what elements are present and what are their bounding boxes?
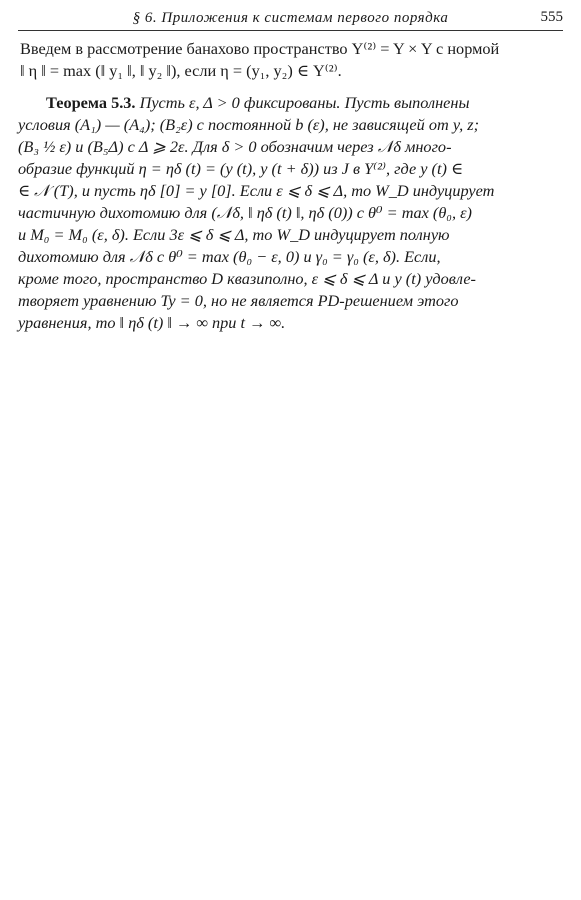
theorem-line: условия (A₁) — (A₄); (B₂ε) с постоянной b (ε), не зависящей от y, z; xyxy=(18,115,480,134)
running-head xyxy=(18,8,563,31)
theorem-line: и M₀ = M₀ (ε, δ). Если 3ε ⩽ δ ⩽ Δ, то W_D индуцирует полную xyxy=(18,225,450,244)
theorem-line: уравнения, то ‖ ηδ (t) ‖ → ∞ при t → ∞. xyxy=(18,313,286,332)
running-head-title: § 6. Приложения к системам первого порядка xyxy=(132,10,449,26)
theorem-line: дихотомию для 𝒩δ с θ⁰ = max (θ₀ − ε, 0) и γ₀ = γ₀ (ε, δ). Если, xyxy=(18,247,441,266)
theorem-line: ∈ 𝒩 (T), и пусть ηδ [0] = y [0]. Если ε ⩽ δ ⩽ Δ, то W_D индуцирует xyxy=(18,181,495,200)
theorem-label: Теорема 5.3. xyxy=(46,93,136,112)
intro-line: Введем в рассмотрение банахово пространство Y⁽²⁾ = Y × Y с нормой xyxy=(20,39,500,58)
theorem-text: Пусть ε, Δ > 0 фиксированы. Пусть выполнены xyxy=(139,93,470,112)
theorem-line: кроме того, пространство D квазиполно, ε ⩽ δ ⩽ Δ и y (t) удовле- xyxy=(18,269,476,288)
page-number: 555 xyxy=(540,9,563,25)
theorem-line: творяет уравнению Ty = 0, но не является PD-решением этого xyxy=(18,291,459,310)
intro-line: ‖ η ‖ = max (‖ y₁ ‖, ‖ y₂ ‖), если η = (y₁, y₂) ∈ Y⁽²⁾. xyxy=(20,61,342,80)
theorem-line: частичную дихотомию для (𝒩δ, ‖ ηδ (t) ‖, ηδ (0)) с θ⁰ = max (θ₀, ε) xyxy=(18,203,472,222)
theorem-line: (B₃ ½ ε) и (B₅Δ) с Δ ⩾ 2ε. Для δ > 0 обозначим через 𝒩δ много- xyxy=(18,137,452,156)
theorem-line: образие функций η = ηδ (t) = (y (t), y (t + δ)) из J в Y⁽²⁾, где y (t) ∈ xyxy=(18,159,464,178)
theorem-5-3-first-line xyxy=(46,92,565,114)
